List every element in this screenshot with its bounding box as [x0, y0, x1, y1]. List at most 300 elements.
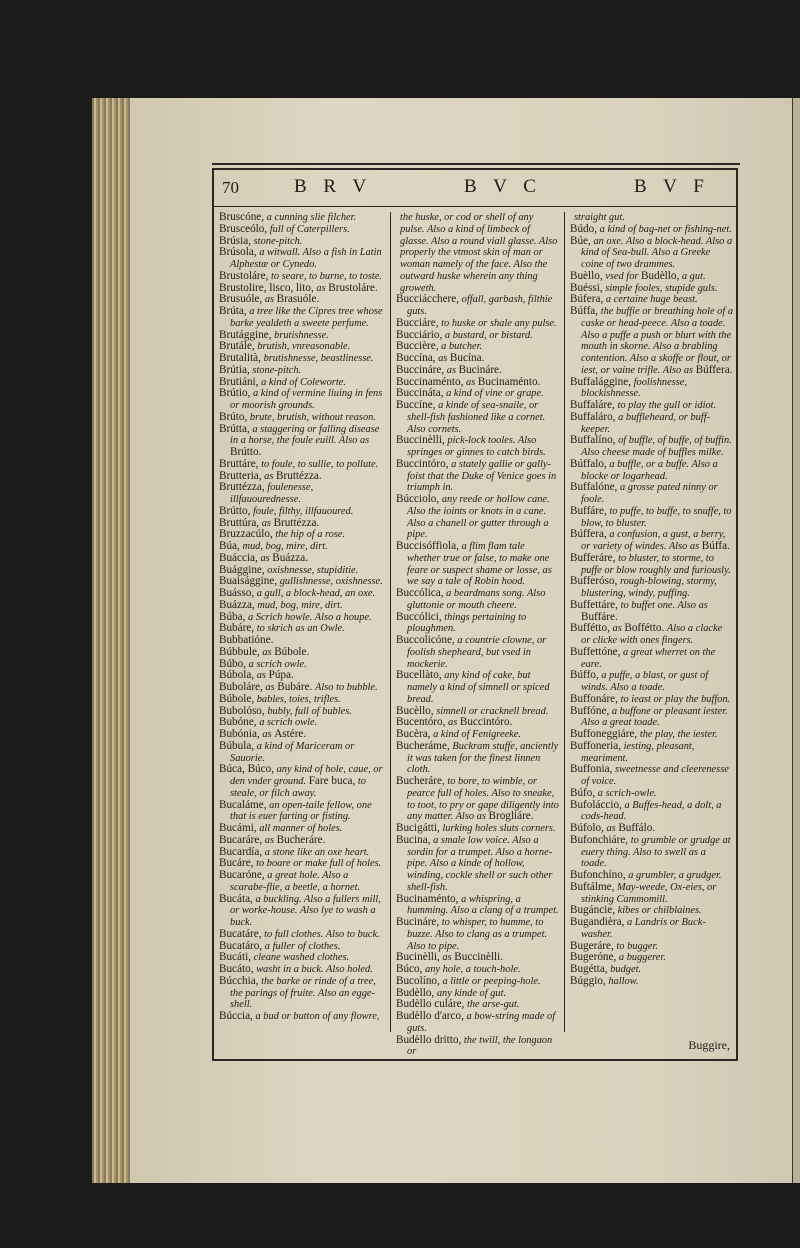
definition: a certaine huge beast. [605, 294, 698, 306]
headword: Bucaróne, [219, 869, 265, 881]
cross-reference: Buccintóro. [459, 716, 513, 729]
definition: a witwall. Also a fish in Latin Alphestæ or Cynedo. [230, 247, 382, 270]
definition: the hip of a rose. [275, 529, 346, 541]
definition: a confusion, a gust, a berry, or variety of windes. Also as [581, 529, 726, 552]
dictionary-entry [396, 588, 560, 612]
definition: to foule, to sullie, to pollute. [261, 458, 379, 470]
definition: pick-lock tooles. Also springes or ginnes to catch birds. [407, 435, 546, 458]
headword: Búcchia, [219, 974, 259, 987]
headword: Buftálme, [570, 880, 615, 893]
dictionary-entry [570, 764, 734, 788]
headword: Brutteria, [219, 469, 262, 482]
headword: Brúto, [219, 410, 248, 423]
definition: as [260, 552, 270, 564]
dictionary-entry [396, 612, 560, 636]
headword: Búca, Búco, [219, 763, 274, 776]
definition: washt in a buck. Also holed. [256, 964, 373, 975]
definition: a buckling. Also a fullers mill, or worke-house. Also lye to wash a buck. [230, 893, 381, 928]
headword: Bruscóne, [219, 211, 265, 223]
definition: an oxe. Also a block-head. Also a kind of Sea-bull. Also a Greeke coine of two drammes. [581, 235, 733, 270]
headword: Buffóne, [570, 704, 610, 717]
definition: to bore, to wimble, or pearce full of holes. Also to sneake, to toot, to pry or gape diligently into any matter. Also as [407, 776, 559, 823]
book-page-edges [92, 98, 132, 1183]
headword: Bufferóso, [570, 575, 618, 588]
definition: a fuller of clothes. [264, 940, 341, 952]
definition: to boare or make full of holes. [256, 858, 382, 870]
definition: as [261, 517, 271, 529]
headword: Brustoláre, [219, 269, 269, 282]
dictionary-entry [219, 388, 383, 412]
headword: Búfolo, [570, 822, 604, 834]
definition: to play the gull or idiot. [617, 400, 717, 411]
page-number: 70 [222, 178, 239, 197]
headword: Brustolire, lisco, lito, [219, 281, 314, 294]
headword: Bugáncie, [570, 904, 616, 917]
definition: an open-taile fellow, one that is euer farting or fisting. [230, 799, 372, 823]
definition: a beardmans song. Also gluttonie or mouth cheere. [407, 588, 546, 611]
definition: as [264, 834, 275, 846]
definition: simnell or cracknell bread. [436, 705, 549, 717]
definition: sweetnesse and cleerenesse of voice. [581, 764, 729, 787]
headword: Bufoláccio, [570, 798, 622, 811]
dictionary-entry [570, 553, 734, 577]
headword: Bucciáre, [396, 316, 439, 329]
headword: Brutiáni, [219, 375, 259, 388]
headword: Brutále, [219, 340, 255, 353]
headword: Bucciário, [396, 328, 443, 341]
dictionary-entry [396, 541, 560, 588]
dictionary-entry [396, 1035, 560, 1059]
dictionary-entry [570, 224, 734, 236]
dictionary-entry [396, 459, 560, 494]
dictionary-entry [396, 294, 560, 318]
headword: Búbbule, [219, 645, 260, 658]
dictionary-entry [570, 459, 734, 483]
headword: Búba, [219, 610, 246, 623]
headword: Buccináta, [396, 387, 444, 400]
headword: Brúsola, [219, 246, 257, 259]
dictionary-entry [396, 494, 560, 541]
definition: a grosse pated ninny or foole. [581, 482, 718, 505]
definition: as [265, 682, 275, 693]
definition: bables, toies, trifles. [256, 693, 341, 705]
definition: the buffie or breathing hole of a caske or head-peece. Also a toade. Also a puffe a push or blurt with the mouth in skorne. Also a brabling contention. Also a skoffe or flout, or iest, or vaine trifle. Also as [581, 306, 734, 376]
definition: to huske or shale any pulse. [441, 317, 557, 329]
headword: Buffaláre, [570, 399, 615, 411]
headword: Bucáto, [219, 963, 254, 975]
headword: Bucigátti, [396, 822, 440, 834]
headword: Buffalággine, [570, 375, 631, 388]
definition: budget. [610, 964, 642, 975]
definition: May-weede, Ox-eies, or stinking Cammomill. [581, 881, 717, 905]
definition: Buckram stuffe, anciently it was taken for the finest linnen cloth. [407, 740, 559, 776]
dictionary-entry [570, 435, 734, 459]
definition: as [256, 670, 266, 682]
definition: a great hole. Also a scarabe-flie, a beetle, a hornet. [230, 870, 361, 893]
definition: as [264, 294, 275, 306]
cross-reference: Buffáre. [581, 610, 618, 623]
definition: a Buffes-head, a dolt, a cods-head. [581, 799, 722, 823]
headword: Budèllo dritto, [396, 1033, 462, 1046]
definition: full of Caterpillers. [269, 223, 350, 235]
dictionary-entry [396, 1011, 560, 1035]
dictionary-entry [570, 647, 734, 671]
dictionary-entry [570, 835, 734, 870]
headword: Bucèra, [396, 728, 431, 740]
dictionary-entry [219, 741, 383, 765]
definition: a flim flam tale whether true or false, to make one feare or suspect shame or losse, as we say a tale of Robin hood. [407, 541, 552, 588]
cross-reference: Bucinaménto. [477, 375, 541, 388]
headword: Brúsia, [219, 234, 252, 247]
definition: the play, the iester. [639, 729, 718, 740]
headword: Búbola, [219, 669, 255, 682]
headword: Buboláre, [219, 681, 263, 693]
headword: Buaisággine, [219, 575, 278, 588]
headword: Brutalità, [219, 352, 261, 364]
definition: to full clothes. Also to buck. [264, 928, 380, 940]
headword: Bruttáre, [219, 457, 259, 470]
headword: Bubbatióne. [219, 634, 274, 646]
dictionary-entry [570, 741, 734, 765]
headword: Buccína, [396, 352, 436, 364]
definition: all manner of holes. [259, 823, 343, 834]
dictionary-entry [570, 800, 734, 824]
definition: brutishnesse, beastlinesse. [263, 353, 374, 364]
definition: a kind of bag-net or fishing-net. [599, 223, 732, 235]
headword: Buffonáre, [570, 692, 618, 705]
cross-reference: Brasuóle. [276, 293, 320, 306]
headword: Búccia, [219, 1010, 253, 1022]
headword: Buccíne, [396, 399, 436, 411]
headword: Bucina, [396, 833, 431, 846]
headword: Bucciácchere, [396, 293, 460, 306]
definition: lurking holes sluts corners. [442, 823, 556, 834]
definition: rough-blowing, stormy, blustering, windy, puffing. [581, 576, 717, 599]
cross-reference: Bucína. [449, 352, 485, 364]
headword: Brusceólo, [219, 222, 268, 235]
headword: Buccolicóne, [396, 634, 455, 646]
definition: simple fooles, stupide guls. [605, 282, 718, 294]
headword: Budèllo d'arco, [396, 1010, 464, 1022]
headword: Buffoneria, [570, 739, 622, 752]
headword: Bucinaménto, [396, 892, 459, 905]
definition: kibes or chilblaines. [617, 905, 702, 917]
entry-continuation: straight gut. [574, 212, 625, 223]
definition: a kinde of sea-snaile, or shell-fish fashioned like a cornet. Also cornets. [407, 400, 546, 435]
headword: Buásso, [219, 587, 255, 599]
headword: Bubolóso, [219, 704, 265, 717]
headword: Bucardía, [219, 845, 263, 858]
definition: a buggerer. [618, 952, 666, 964]
headword: Bucáta, [219, 892, 253, 905]
dictionary-entry [570, 976, 734, 988]
headword: Buccière, [396, 340, 439, 353]
definition: brutishnesse. [274, 329, 329, 341]
definition: things pertaining to ploughmen. [407, 611, 527, 635]
definition: as [262, 729, 272, 740]
headword: Bucáti, [219, 951, 252, 964]
dictionary-entry [219, 529, 383, 541]
headword: Bucináre, [396, 916, 440, 928]
headword: Budèllo, [396, 986, 435, 999]
definition: a buffle, or a buffe. Also a blocke or logarhead. [581, 458, 718, 482]
dictionary-entry [396, 435, 560, 459]
definition: a scrich owle. [248, 658, 307, 670]
headword: Bubóne, [219, 716, 257, 729]
definition: as [448, 717, 458, 729]
definition: vsed for [605, 270, 639, 282]
headword: Buccisóffiola, [396, 540, 459, 552]
entry-continuation: the huske, or cod or shell of any pulse. Also a kind of limbeck of glasse. Also a round viall glasse. Also properly the vtmost skin of man or woman namely of the face. Also the outward huske wherein any thing groweth. [400, 212, 558, 294]
dictionary-page [212, 168, 738, 1061]
definition: iesting, pleasant, meariment. [581, 740, 695, 764]
headword: Buffáre, [570, 504, 607, 517]
dictionary-entry [396, 741, 560, 776]
headword: Brútia, [219, 363, 250, 376]
definition: oxishnesse, stupiditie. [267, 564, 359, 576]
definition: any kind of cake, but namely a kind of simnell or spiced bread. [407, 670, 550, 705]
headword: Búe, [570, 234, 591, 247]
column-left [219, 212, 383, 1023]
definition: a kind of vine or grape. [446, 388, 544, 400]
definition: to buffet one. Also as [620, 599, 708, 611]
headword: Brútta, [219, 422, 250, 435]
cross-reference: Brustoláre. [328, 281, 378, 294]
cross-reference: Bubáre. [277, 681, 313, 693]
definition: foule, filthy, illfauoured. [253, 505, 354, 517]
headword: Bruttézza, [219, 481, 265, 494]
dictionary-entry [570, 670, 734, 694]
headword: Bucentóro, [396, 716, 446, 729]
definition: gullishnesse, oxishnesse. [279, 576, 383, 588]
dictionary-entry [396, 894, 560, 918]
dictionary-entry [570, 706, 734, 730]
definition: brute, brutish, without reason. [249, 411, 376, 423]
header-center: B V C [464, 176, 542, 197]
definition: a tree like the Cipres tree whose barke yealdeth a sweete perfume. [230, 306, 383, 329]
dictionary-entry [396, 917, 560, 952]
dictionary-entry [219, 894, 383, 929]
cross-reference: Búffa. [701, 540, 730, 552]
definition: a kind of Fenigreeke. [433, 729, 521, 740]
definition: a bow-string made of guts. [407, 1011, 556, 1034]
headword: Buéssi, [570, 281, 603, 294]
headword: Buccólici, [396, 610, 442, 623]
headword: Buffonia, [570, 763, 613, 776]
definition: as [438, 353, 448, 364]
headword: Búffera, [570, 528, 607, 541]
dictionary-entry [219, 1011, 383, 1023]
headword: Brútto, [219, 504, 251, 517]
definition: a kind of Coleworte. [261, 376, 346, 388]
dictionary-entry [219, 424, 383, 459]
definition: to ieast or play the buffon. [620, 693, 731, 705]
column-right [570, 212, 734, 988]
definition: the barke or rinde of a tree, the parings of fruite. Also an egge-shell. [230, 975, 376, 1011]
definition: to whisper, to humme, to buzze. Also to clang as a trumpet. Also to pipe. [407, 917, 548, 952]
dictionary-entry [570, 576, 734, 600]
dictionary-entry [570, 236, 734, 271]
definition: to bluster, to storme, to puffe or blow roughly and furiously. [581, 552, 731, 576]
definition: a kind of vermine liuing in fens or moorish grounds. [230, 388, 383, 411]
headword: Bucáre, [219, 857, 254, 870]
headword: Bubáre, [219, 622, 255, 635]
definition: bubly, full of bubles. [267, 705, 352, 717]
headword: Bubónia, [219, 728, 260, 740]
definition: mud, bog, mire, dirt. [257, 599, 343, 611]
definition: as [264, 470, 274, 482]
running-header [214, 170, 736, 207]
headword: Búa, [219, 540, 240, 552]
headword: Bucinèlli, [396, 951, 440, 964]
definition: the twill, the longaon or [407, 1034, 553, 1058]
headword: Buccináre, [396, 363, 445, 376]
headword: Buffaláro, [570, 410, 616, 423]
definition: as [612, 623, 622, 635]
definition: a gull, a block-head, an oxe. [256, 588, 376, 599]
definition: a buffone or pleasant iester. Also a great toade. [581, 705, 728, 729]
catchword: Buggire, [688, 1038, 730, 1052]
definition-extra: a gut. [681, 270, 706, 282]
dictionary-entry [219, 482, 383, 506]
headword: Búffalo, [570, 457, 607, 470]
headword: Bucheráme, [396, 739, 450, 752]
headword: Búco, [396, 963, 423, 975]
definition: brutish, vnreasonable. [257, 341, 351, 353]
column-divider [390, 212, 391, 1032]
headword: Búfo, [570, 786, 596, 799]
definition: as [606, 823, 616, 834]
headword: Búffo, [570, 669, 599, 682]
cross-reference: Buffálo. [618, 822, 656, 834]
cross-reference: Brogliáre. [488, 810, 534, 823]
definition: cleane washed clothes. [253, 952, 350, 964]
definition: mud, bog, mire, dirt. [242, 541, 328, 552]
definition: to bugger. [616, 940, 658, 952]
header-right: B V F [634, 176, 710, 197]
headword: Buffétto, [570, 622, 610, 635]
dictionary-entry [219, 247, 383, 271]
headword: Bucatáro, [219, 939, 263, 952]
definition: as [466, 376, 476, 388]
definition: a stone like an oxe heart. [264, 846, 370, 858]
cross-reference: Bruttézza. [273, 516, 320, 529]
cross-reference: Buázza. [272, 551, 309, 564]
definition: as [262, 646, 272, 658]
definition: a little or peeping-hole. [442, 975, 541, 987]
dictionary-entry [396, 400, 560, 435]
definition: stone-pitch. [253, 235, 303, 247]
headword: Búdo, [570, 222, 598, 235]
dictionary-entry [570, 482, 734, 506]
dictionary-entry [396, 635, 560, 670]
definition: a great wherret on the eare. [581, 646, 716, 670]
definition: of buffle, of buffe, of buffin. Also cheese made of buffles milke. [581, 435, 732, 458]
dictionary-entry [570, 412, 734, 436]
column-middle [396, 212, 560, 1058]
headword: Brusuóle, [219, 293, 263, 306]
definition: to grumble or grudge at euery thing. Also to swell as a toade. [581, 834, 731, 870]
dictionary-entry [396, 776, 560, 823]
headword: Búbole, [219, 692, 255, 705]
cross-reference: Bruttézza. [276, 469, 322, 482]
headword: Búfera, [570, 293, 604, 306]
headword: Búggio, [570, 974, 606, 987]
top-rule [212, 163, 740, 165]
cross-reference: Buccinèlli. [454, 951, 504, 964]
definition: a whispring, a humming. Also a clang of a trumpet. [407, 893, 559, 917]
headword: Bufonchiáre, [570, 833, 629, 846]
cross-reference: Astére. [274, 728, 307, 740]
headword: Bucolíno, [396, 974, 440, 987]
definition: any hole, a touch-hole. [425, 964, 521, 975]
headword: Bufferáre, [570, 551, 616, 564]
headword: Buffalóne, [570, 481, 618, 494]
definition: a countrie clowne, or foolish shepheard, but vsed in mockerie. [407, 635, 547, 670]
dictionary-entry [219, 976, 383, 1011]
headword: Buccintóro, [396, 457, 449, 470]
headword: Bucaráre, [219, 833, 263, 846]
headword: Buccinaménto, [396, 375, 464, 388]
dictionary-entry [396, 835, 560, 894]
definition-extra: Also to bubble. [315, 682, 378, 693]
definition: a smale low voice. Also a sordin for a trumpet. Also a horne-pipe. Also a kinde of hollow, winding, cockle shell or such other shell-fish. [407, 834, 553, 893]
headword: Bucèllo, [396, 704, 434, 717]
headword: Buffettóne, [570, 645, 621, 658]
headword: Buccinèlli, [396, 434, 445, 447]
cross-reference: Boffétto. [624, 622, 665, 635]
headword: Buáccia, [219, 551, 258, 564]
dictionary-entry [570, 529, 734, 553]
definition: to skrich as an Owle. [256, 623, 345, 635]
headword: Bugeróne, [570, 951, 617, 964]
dictionary-entry [219, 306, 383, 330]
headword: Buccólica, [396, 587, 444, 599]
definition: foulenesse, illfauourednesse. [230, 482, 314, 505]
dictionary-entry [219, 870, 383, 894]
definition-extra: Also a clacke or clicke with ones fingers. [581, 623, 723, 646]
definition: a staggering or falling disease in a horse, the foule euill. Also as [230, 423, 380, 447]
definition: as [316, 282, 326, 294]
definition: hallow. [608, 975, 639, 987]
headword: Brútio, [219, 387, 251, 400]
dictionary-entry [219, 800, 383, 824]
definition: to seare, to burne, to toste. [271, 270, 383, 282]
headword: Búffa, [570, 305, 599, 317]
definition: a Scrich howle. Also a houpe. [248, 611, 372, 623]
header-left: B R V [294, 176, 373, 197]
dictionary-entry [570, 377, 734, 401]
definition: a grumbler, a grudger. [628, 870, 722, 881]
headword: Bugétta, [570, 963, 608, 975]
definition: to puffe, to buffe, to snuffe, to blow, to bluster. [581, 505, 732, 529]
headword: Budèllo culáre, [396, 998, 465, 1011]
headword: Bufonchíno, [570, 869, 626, 881]
dictionary-entry [219, 764, 383, 799]
headword: Bucheráre, [396, 775, 445, 787]
definition-extra: to steale, or filch away. [230, 776, 366, 799]
definition: a scrich-owle. [597, 787, 657, 799]
dictionary-entry [570, 506, 734, 530]
headword: Bruttúra, [219, 516, 260, 529]
definition: a puffe, a blast, or gust of winds. Also a toade. [581, 670, 709, 693]
definition: as [442, 952, 452, 964]
dictionary-entry [570, 306, 734, 377]
cross-reference: Búbole. [274, 645, 310, 658]
headword: Buággine, [219, 563, 265, 576]
headword: Búbula, [219, 739, 255, 752]
headword: Buffalíno, [570, 434, 616, 447]
